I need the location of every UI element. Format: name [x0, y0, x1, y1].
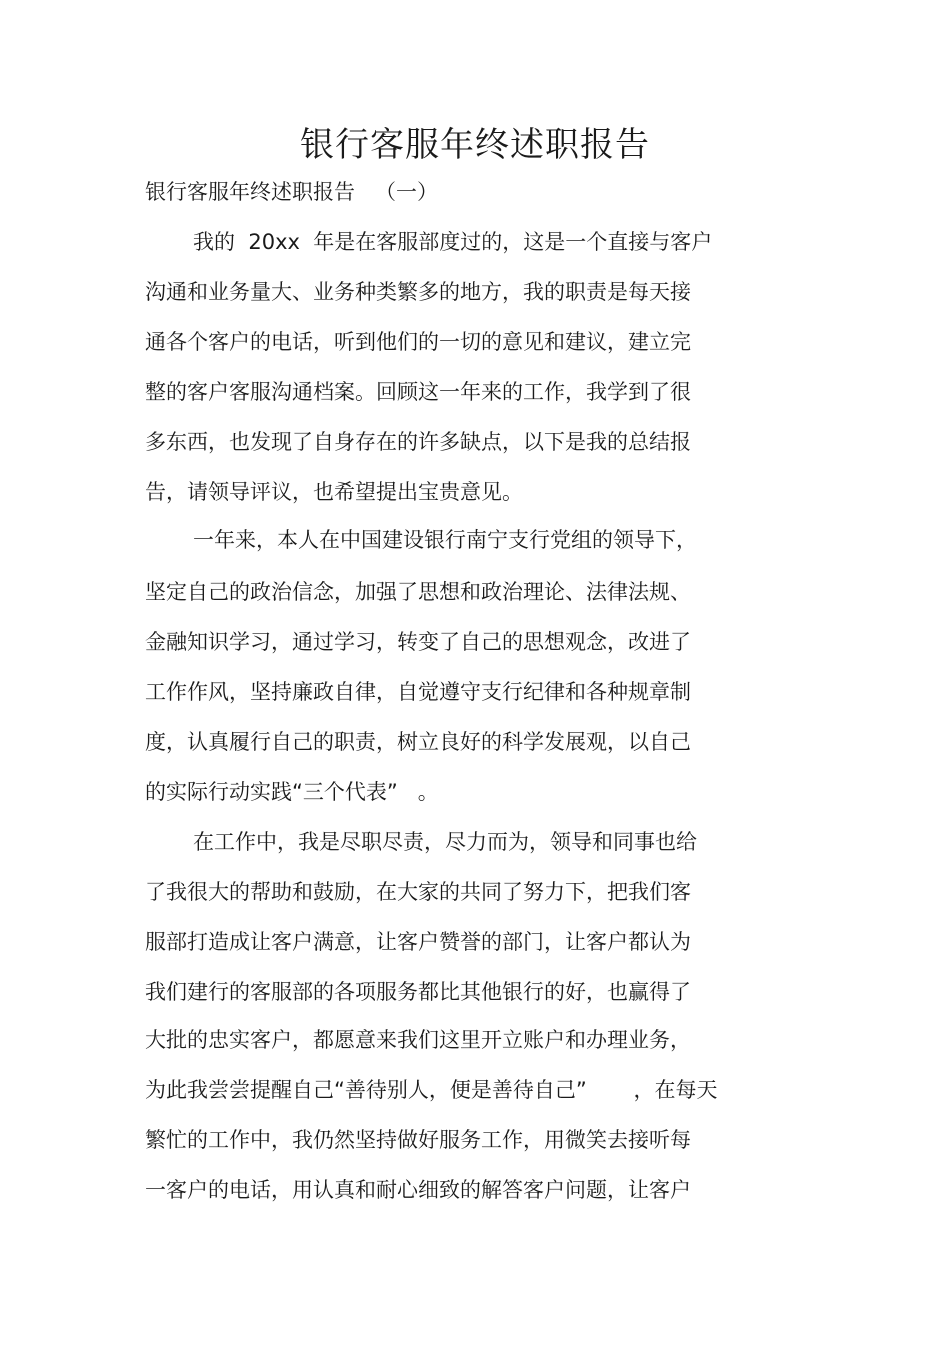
paragraph-line: 在工作中，我是尽职尽责，尽力而为，领导和同事也给: [193, 830, 697, 854]
paragraph-line: 服部打造成让客户满意，让客户赞誉的部门，让客户都认为: [145, 930, 691, 954]
paragraph-line: 大批的忠实客户，都愿意来我们这里开立账户和办理业务，: [145, 1028, 691, 1052]
document-title: 银行客服年终述职报告: [300, 125, 650, 165]
paragraph-line: 金融知识学习，通过学习，转变了自己的思想观念，改进了: [145, 630, 691, 654]
paragraph-line: 繁忙的工作中，我仍然坚持做好服务工作，用微笑去接听每: [145, 1128, 691, 1152]
paragraph-line: 工作作风，坚持廉政自律，自觉遵守支行纪律和各种规章制: [145, 680, 691, 704]
paragraph-line: 一客户的电话，用认真和耐心细致的解答客户问题，让客户: [145, 1178, 691, 1202]
paragraph-line: 的实际行动实践“三个代表” 。: [145, 780, 439, 804]
paragraph-line: 我的 20xx 年是在客服部度过的，这是一个直接与客户: [193, 230, 713, 254]
paragraph-line: 通各个客户的电话，听到他们的一切的意见和建议，建立完: [145, 330, 691, 354]
paragraph-line: 度，认真履行自己的职责，树立良好的科学发展观，以自己: [145, 730, 691, 754]
paragraph-line: 了我很大的帮助和鼓励，在大家的共同了努力下，把我们客: [145, 880, 691, 904]
paragraph-line: 多东西，也发现了自身存在的许多缺点，以下是我的总结报: [145, 430, 691, 454]
paragraph-line: 整的客户客服沟通档案。回顾这一年来的工作，我学到了很: [145, 380, 691, 404]
paragraph-line: 我们建行的客服部的各项服务都比其他银行的好，也赢得了: [145, 980, 691, 1004]
paragraph-line: 告，请领导评议，也希望提出宝贵意见。: [145, 480, 523, 504]
paragraph-line: 沟通和业务量大、业务种类繁多的地方，我的职责是每天接: [145, 280, 691, 304]
paragraph-line: 一年来，本人在中国建设银行南宁支行党组的领导下，: [193, 528, 697, 552]
document-subtitle: 银行客服年终述职报告 （一）: [145, 180, 439, 204]
paragraph-line: 坚定自己的政治信念，加强了思想和政治理论、法律法规、: [145, 580, 691, 604]
paragraph-line: 为此我尝尝提醒自己“善待别人，便是善待自己” ，在每天: [145, 1078, 718, 1102]
